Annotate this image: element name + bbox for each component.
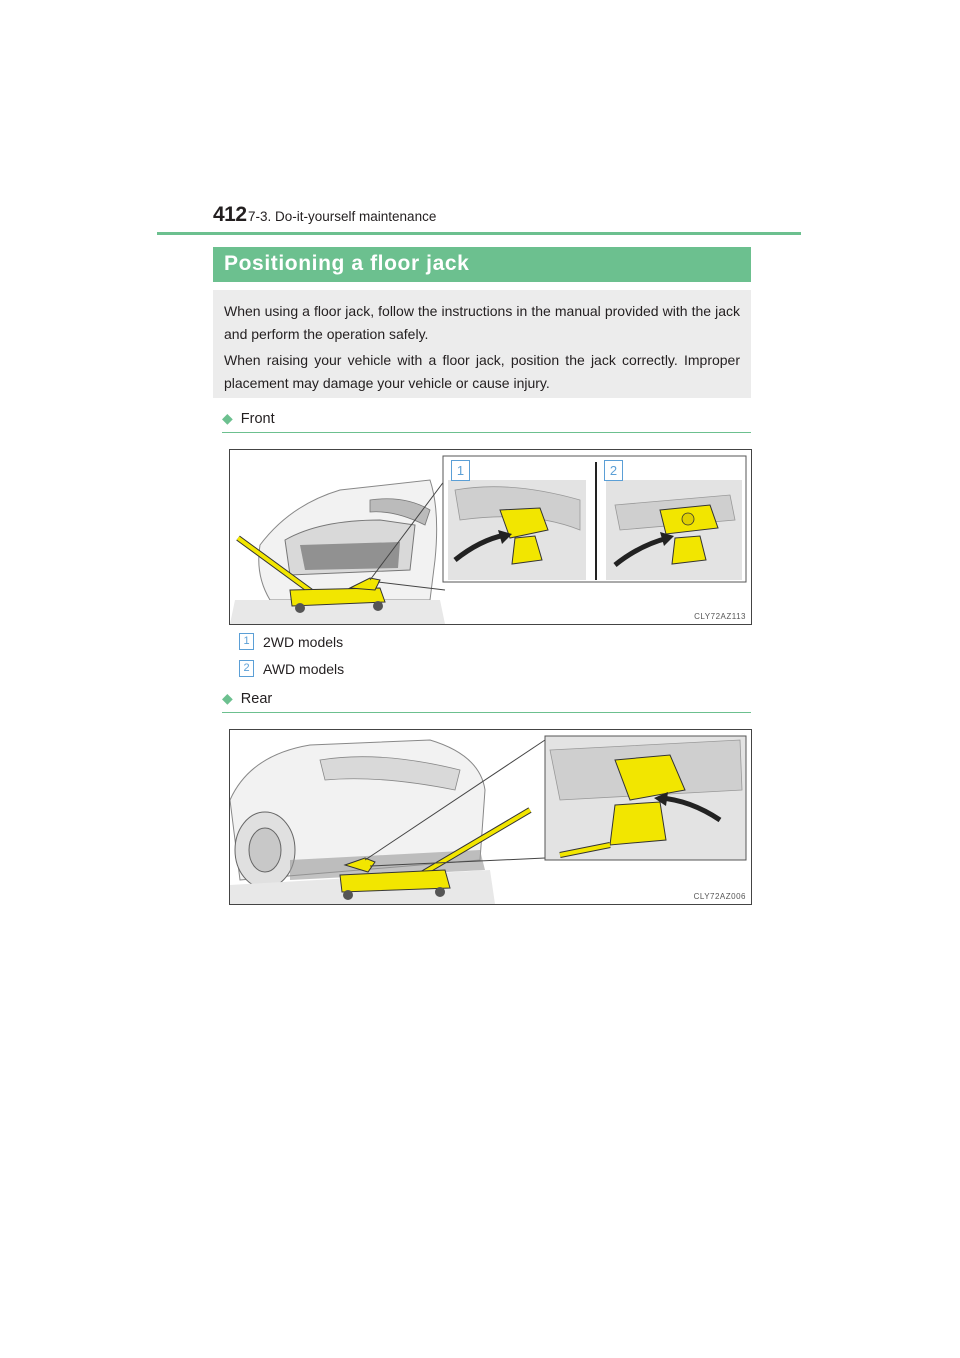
- intro-paragraph-2: When raising your vehicle with a floor jack, position the jack correctly. Improper placement may damage your vehicle or cause injury.: [224, 352, 740, 391]
- front-heading-text: Front: [240, 410, 275, 427]
- rear-jack-figure: [229, 729, 752, 905]
- legend-text-2: AWD models: [263, 660, 345, 677]
- legend-number-2: 2: [239, 660, 254, 677]
- rear-heading-rule: [222, 712, 751, 713]
- callout-1: 1: [451, 460, 470, 481]
- legend-number-1: 1: [239, 633, 254, 650]
- legend-item-awd: [239, 660, 344, 677]
- rear-figure-code: CLY72AZ006: [693, 892, 746, 901]
- rear-jack-illustration: [230, 730, 751, 904]
- chapter-title: 7-3. Do-it-yourself maintenance: [248, 209, 437, 224]
- section-title: Positioning a floor jack: [213, 247, 751, 282]
- front-figure-code: CLY72AZ113: [694, 612, 746, 621]
- front-jack-illustration: [230, 450, 751, 624]
- header-rule: [157, 232, 801, 235]
- diamond-bullet-icon: ◆: [222, 690, 233, 706]
- front-heading-rule: [222, 432, 751, 433]
- page-number: 412: [213, 203, 247, 226]
- rear-heading: [222, 690, 272, 707]
- legend-item-2wd: [239, 633, 343, 650]
- callout-2: 2: [604, 460, 623, 481]
- intro-box: [213, 290, 751, 398]
- legend-text-1: 2WD models: [263, 633, 344, 650]
- rear-heading-text: Rear: [240, 690, 273, 707]
- front-heading: [222, 410, 275, 427]
- diamond-bullet-icon: ◆: [222, 410, 233, 426]
- front-jack-figure: [229, 449, 752, 625]
- intro-paragraph-1: When using a floor jack, follow the instructions in the manual provided with the jack and perform the operation safely.: [224, 303, 740, 342]
